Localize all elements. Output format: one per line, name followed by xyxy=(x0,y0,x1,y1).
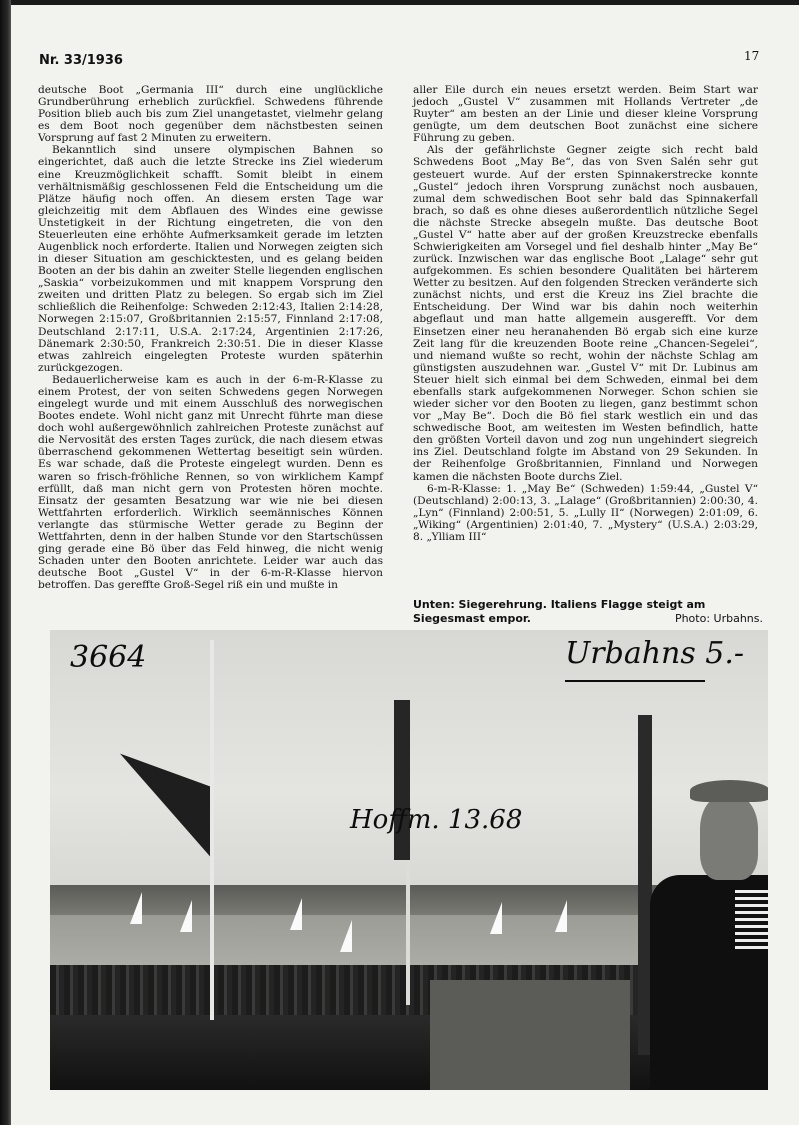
paragraph: Bekanntlich sind unsere olympischen Bahnen so eingerichtet, daß auch die letzte Strecke ins Ziel wiederum eine Kreuzmöglichkeit schafft. Somit bleibt in einem verhältnismäßig geschlossenen Feld die Entscheidung um die Plätze häufig noch offen. An diesem ersten Tage war gleichzeitig mit dem Abflauen des Windes eine gewisse Unstetigkeit in der Richtung eingetreten, die von den Steuerleuten eine erhöhte Aufmerksamkeit gerade im letzten Augenblick noch erforderte. Italien und Norwegen zeigten sich in dieser Situation am geschicktesten, und es gelang beiden Booten an der bis dahin an zweiter Stelle liegenden englischen „Saskia“ vorbeizukommen und mit knappem Vorsprung den zweiten und dritten Platz zu belegen. So ergab sich im Ziel schließlich die Reihenfolge: Schweden 2:12:43, Italien 2:14:28, Norwegen 2:15:07, Großbritannien 2:15:57, Finnland 2:17:08, Deutschland 2:17:11, U.S.A. 2:17:24, Argentinien 2:17:26, Dänemark 2:30:50, Frankreich 2:30:51. Die in dieser Klasse etwas zahlreich eingelegten Proteste wurden späterhin zurückgezogen. xyxy=(38,144,383,374)
paragraph: 6-m-R-Klasse: 1. „May Be“ (Schweden) 1:59:44, „Gustel V“ (Deutschland) 2:00:13, 3. „Lalage“ (Großbritannien) 2:00:30, 4. „Lyn“ (Finnland) 2:00:51, 5. „Lully II“ (Norwegen) 2:01:09, 6. „Wiking“ (Argentinien) 2:01:40, 7. „Mystery“ (U.S.A.) 2:03:29, 8. „Ylliam III“ xyxy=(413,482,758,543)
flagpole xyxy=(210,640,214,1020)
page-number: 17 xyxy=(744,49,760,63)
sailor-guard xyxy=(620,740,768,1090)
sailboat xyxy=(555,900,567,932)
sailboat xyxy=(180,900,192,932)
flag xyxy=(394,700,410,860)
paragraph: aller Eile durch ein neues ersetzt werden. Beim Start war jedoch „Gustel V“ zusammen mit Hollands Vertreter „de Ruyter“ am besten an der Linie und dieser kleine Vorsprung genügte, um dem deutschen Boot zunächst eine sichere Führung zu geben. xyxy=(413,84,758,145)
paragraph: deutsche Boot „Germania III“ durch eine unglückliche Grundberührung erheblich zurückfiel. Schwedens führende Position blieb auch bis zum Ziel unangetastet, vielmehr gelang es dem Boot noch gegenüber dem nächstbesten seinen Vorsprung auf fast 2 Minuten zu erweitern. xyxy=(38,84,383,145)
signature-underline xyxy=(565,680,705,682)
photo-fence xyxy=(430,980,630,1090)
handwritten-signature: Urbahns 5.- xyxy=(565,636,745,671)
paragraph: Als der gefährlichste Gegner zeigte sich recht bald Schwedens Boot „May Be“, das von Sven Salén sehr gut gesteuert wurde. Auf der ersten Spinnakerstrecke konnte „Gustel“ jedoch ihren Vorsprung zunächst noch ausbauen, zumal dem schwedischen Boot sehr bald das Spinnakerfall brach, so daß es ohne dieses außerordentlich nützliche Segel die nächste Strecke absegeln mußte. Das deutsche Boot „Gustel V“ hatte aber auf der großen Kreuzstrecke ebenfalls Schwierigkeiten am Vorsegel und fiel deshalb hinter „May Be“ zurück. Inzwischen war das englische Boot „Lalage“ sehr gut aufgekommen. Es schien besondere Qualitäten bei härterem Wetter zu besitzen. Auf den folgenden Strecken veränderte sich zunächst nichts, und erst die Kreuz ins Ziel brachte die Entscheidung. Der Wind war bis dahin noch weiterhin abgeflaut und man hatte allgemein ausgerefft. Vor dem Einsetzen einer neu heranahenden Bö ergab sich eine kurze Zeit lang für die kreuzenden Boote reine „Chancen-Segelei“, und niemand wußte so recht, wohin der nächste Schlag am günstigsten auszudehnen war. „Gustel V“ mit Dr. Lubinus am Steuer hielt sich einmal bei dem Schweden, einmal bei dem ebenfalls stark aufgekommenen Norweger. Schon schien sie wieder sicher vor den Booten zu liegen, ganz bestimmt schon vor „May Be“. Doch die Bö fiel stark westlich ein und das schwedische Boot, am weitesten im Westen befindlich, hatte den größten Vorteil davon und zog nun ungehindert siegreich ins Ziel. Deutschland folgte im Abstand von 29 Sekunden. In der Reihenfolge Großbritannien, Finnland und Norwegen kamen die nächsten Boote durchs Ziel. xyxy=(413,144,758,483)
sailboat xyxy=(490,902,502,934)
page-binding xyxy=(0,0,11,1125)
sailor-head xyxy=(700,795,758,880)
text-column-right xyxy=(413,84,758,543)
paragraph: Bedauerlicherweise kam es auch in der 6-m-R-Klasse zu einem Protest, der von seiten Schwedens gegen Norwegen eingelegt wurde und mit einem Ausschluß des norwegischen Bootes endete. Wohl nicht ganz mit Unrecht führte man diese doch wohl außergewöhnlich zahlreichen Proteste zunächst auf die Nervosität des ersten Tages zurück, die nach diesem etwas überraschend gekommenen Wettertag beseitigt sein würden. Es war schade, daß die Proteste eingelegt wurden. Denn es waren so frisch-fröhliche Rennen, so von wirklichem Kampf erfüllt, daß man nicht gern von Protesten hören mochte. Einsatz der gesamten Besatzung war wie nie bei diesen Wettfahrten erforderlich. Wirklich seemännisches Können verlangte das stürmische Wetter gerade zu Beginn der Wettfahrten, denn in der halben Stunde vor den Startschüssen ging gerade eine Bö über das Feld hinweg, die nicht wenig Schaden unter den Booten anrichtete. Leider war auch das deutsche Boot „Gustel V“ in der 6-m-R-Klasse hiervon betroffen. Das gereffte Groß-Segel riß ein und mußte in xyxy=(38,373,383,592)
caption-text: Unten: Siegerehrung. Italiens Flagge steigt am Siegesmast empor. xyxy=(413,598,706,625)
text-column-left xyxy=(38,84,383,591)
photo-credit: Photo: Urbahns. xyxy=(674,612,763,625)
ceremony-photo xyxy=(50,630,768,1090)
sailboat xyxy=(130,892,142,924)
sailor-cap xyxy=(690,780,768,802)
sailboat xyxy=(340,920,352,952)
handwritten-number: 3664 xyxy=(70,640,147,675)
sailor-collar xyxy=(735,890,768,950)
photo-caption xyxy=(413,598,763,626)
sailboat xyxy=(290,898,302,930)
handwritten-note: Hoffm. 13.68 xyxy=(350,805,523,835)
issue-number: Nr. 33/1936 xyxy=(39,53,123,68)
